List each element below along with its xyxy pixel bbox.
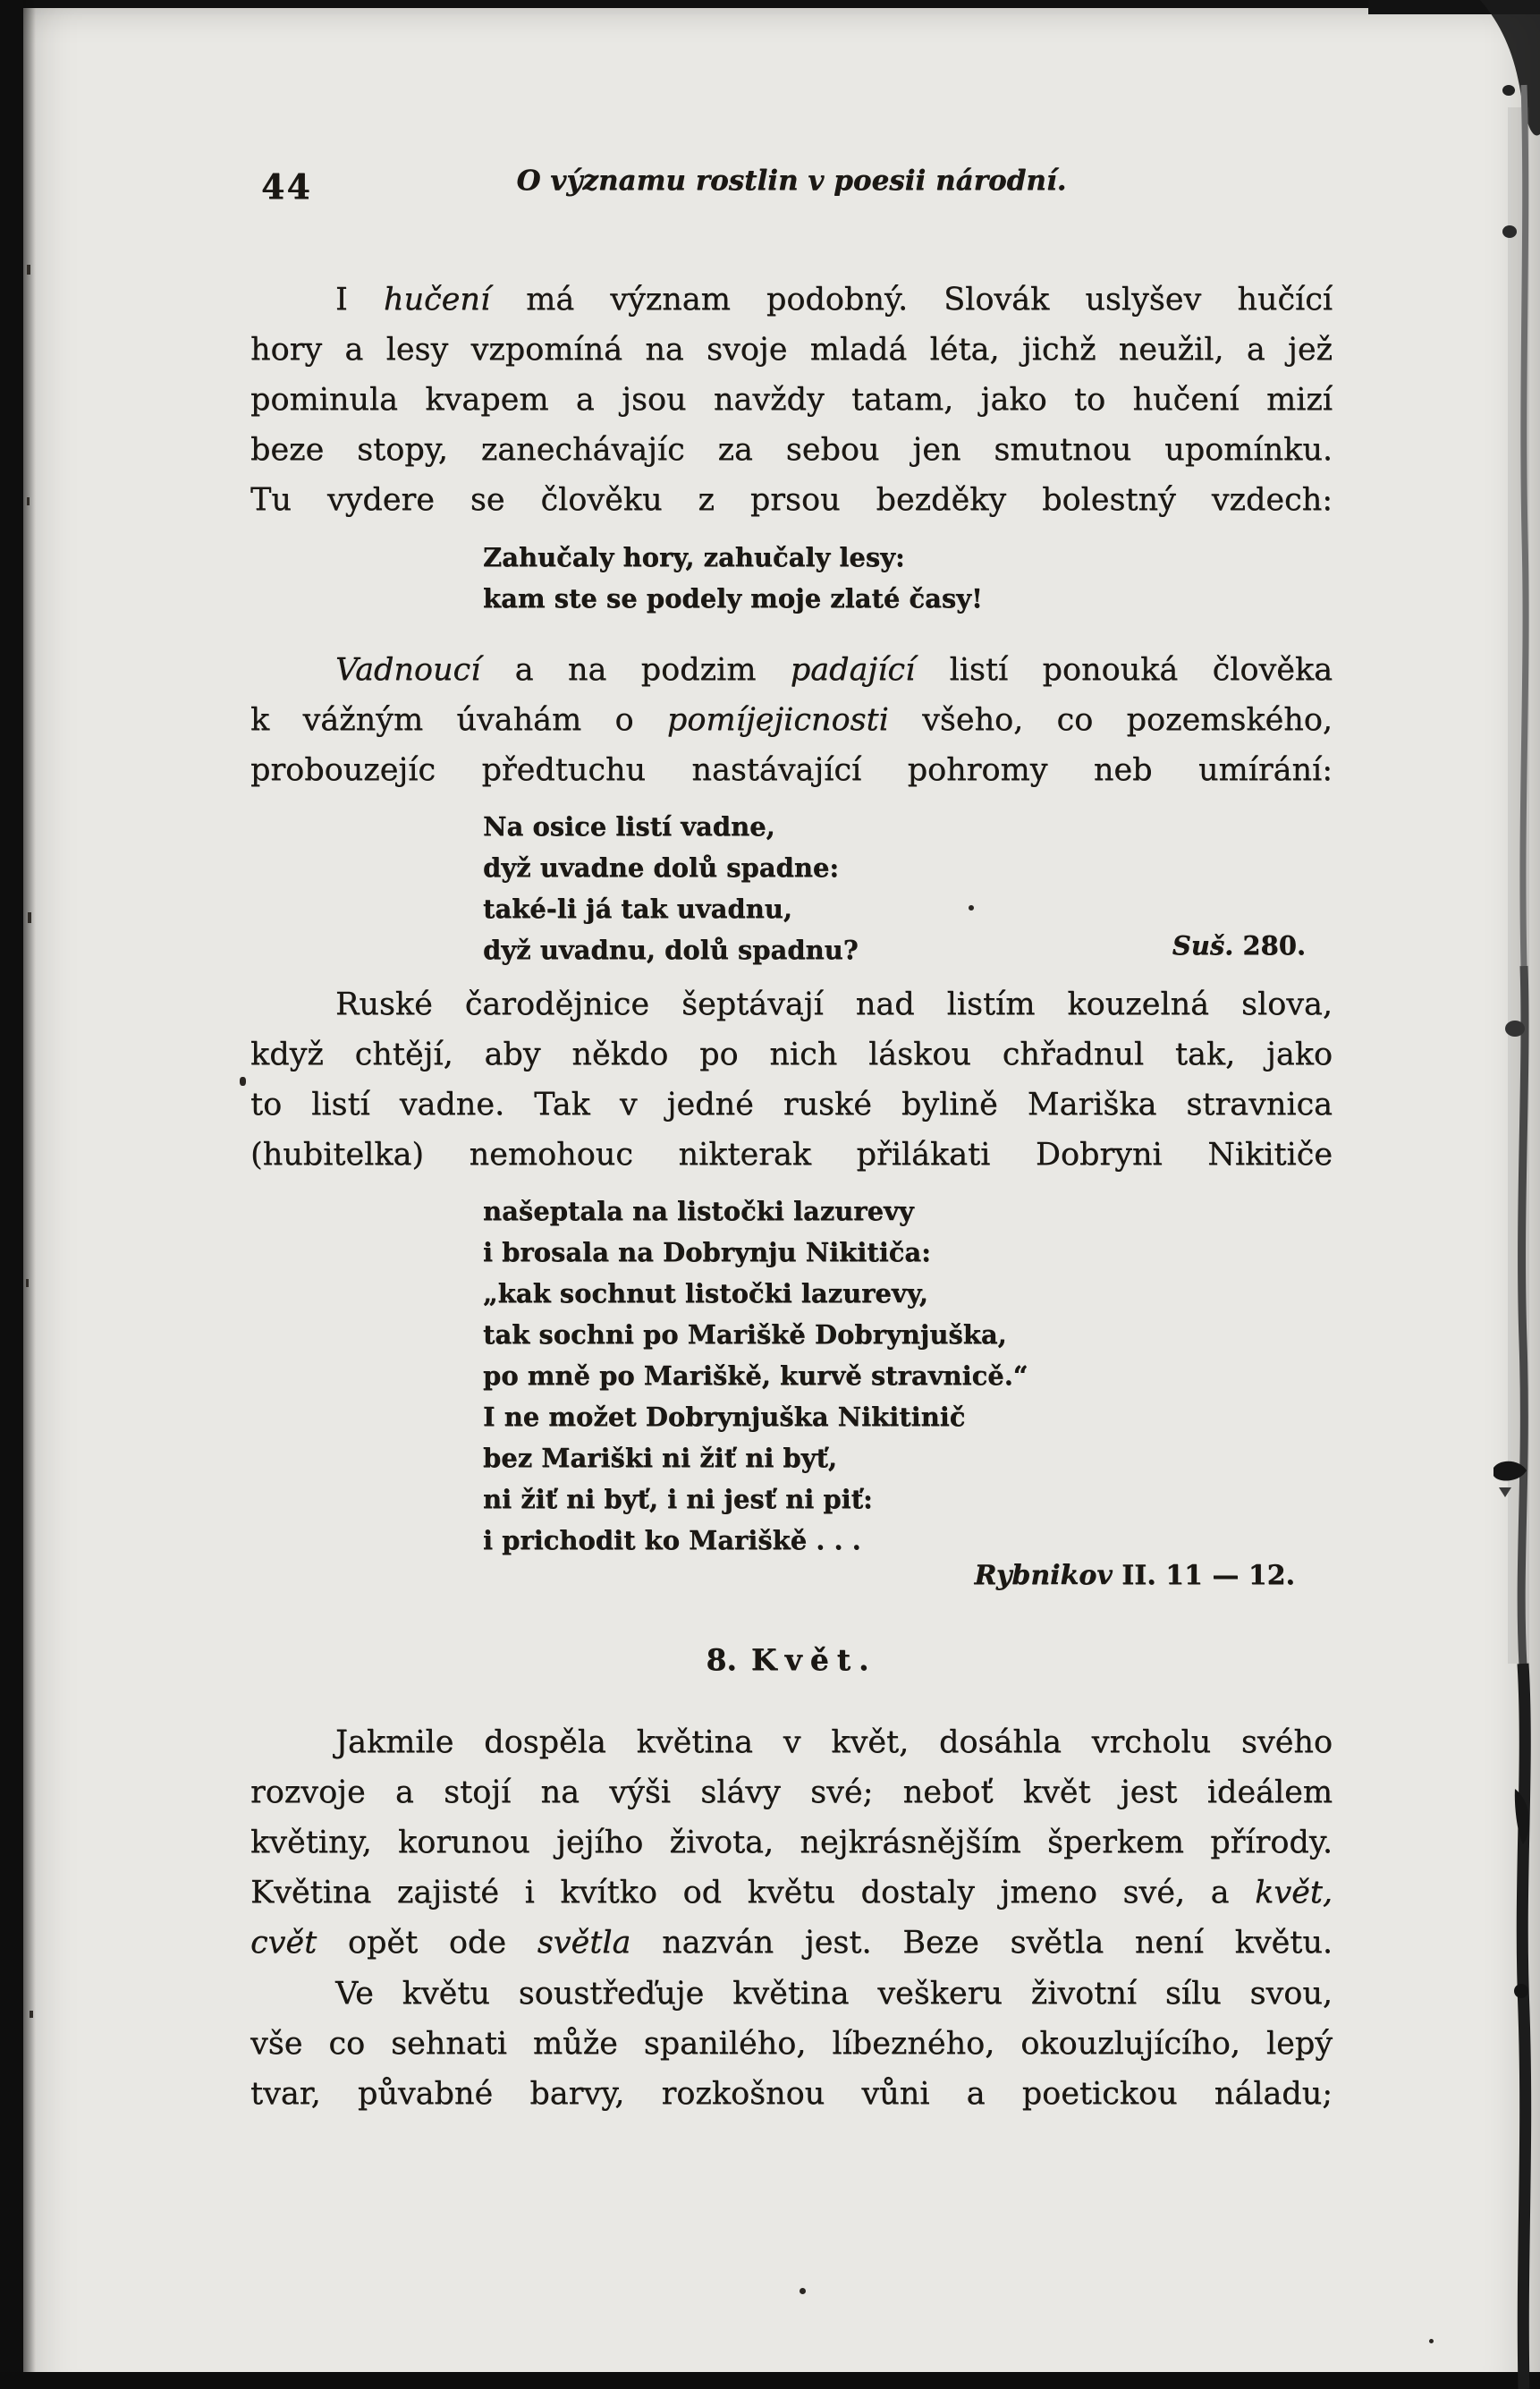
paragraph-jakmile [250, 1717, 1333, 1968]
scan-artifact-left-edge [0, 0, 23, 2389]
paragraph-ruske-carodejnice [250, 979, 1333, 1180]
text-line: Ruské čarodějnice šeptávají nad listím kouzelná slova, [335, 987, 1333, 1022]
text-line: I ne možet Dobrynjuška Nikitinič [483, 1402, 966, 1432]
text-line: Vadnoucí a na podzim padající listí ponouká člověka [335, 652, 1333, 688]
ink-speck [240, 1077, 246, 1086]
text-line: kam ste se podely moje zlaté časy! [483, 583, 983, 614]
text-line: Ve květu soustřeďuje květina veškeru životní sílu svou, [335, 1976, 1333, 2012]
text-line: také-li já tak uvadnu, [483, 894, 792, 924]
text-line: beze stopy, zanechávajíc za sebou jen smutnou upomínku. [250, 432, 1333, 468]
verse-quote-naseptala [483, 1190, 1028, 1561]
paragraph-vadnouci [250, 645, 1333, 795]
running-title: O významu rostlin v poesii národní. [516, 165, 1067, 197]
scan-artifact-top-right-edge [1368, 0, 1540, 14]
verse-quote-zahucaly [483, 537, 983, 619]
paragraph-hucenي [250, 275, 1333, 525]
text-line: ni žiť ni byť, i ni jesť ni piť: [483, 1484, 873, 1514]
citation-ref: II. 11 — 12. [1121, 1560, 1295, 1591]
section-heading-kvet [250, 1642, 1333, 1677]
text-line: to listí vadne. Tak v jedné ruské bylině Mariška stravnica [250, 1087, 1333, 1122]
text-line: Na osice listí vadne, [483, 811, 775, 842]
section-title: Květ. [750, 1642, 877, 1677]
text-line: rozvoje a stojí na výši slávy své; neboť květ jest ideálem [250, 1775, 1333, 1810]
scan-artifact-top-edge [0, 0, 1540, 8]
citation-ref: 280. [1242, 930, 1306, 961]
text-line: dyž uvadnu, dolů spadnu? [483, 935, 859, 965]
verse-citation-rybnikov [483, 1560, 1295, 1591]
paragraph-ve-kvetu [250, 1969, 1333, 2119]
text-line: po mně po Mariškě, kurvě stravnicě.“ [483, 1360, 1028, 1391]
text-line: cvět opět ode světla nazván jest. Beze světla není květu. [250, 1925, 1333, 1961]
text-line: vše co sehnati může spanilého, líbezného, okouzlujícího, lepý [250, 2026, 1333, 2062]
text-line: hory a lesy vzpomíná na svoje mladá léta, jichž neužil, a jež [250, 332, 1333, 368]
text-line: tak sochni po Mariškě Dobrynjuška, [483, 1319, 1007, 1350]
text-line: i prichodit ko Mariškě . . . [483, 1525, 861, 1555]
ink-speck [800, 2288, 806, 2294]
citation-source: Rybnikov [974, 1560, 1113, 1591]
text-line: (hubitelka) nemohouc nikterak přilákati Dobryni Nikitiče [250, 1137, 1333, 1173]
text-line: dyž uvadne dolů spadne: [483, 852, 840, 883]
scan-artifact-left-fade [23, 0, 36, 2389]
text-line: Zahučaly hory, zahučaly lesy: [483, 542, 905, 572]
citation-source: Suš. [1172, 930, 1234, 961]
text-line: bez Mariški ni žiť ni byť, [483, 1443, 838, 1473]
page-number: 44 [261, 166, 312, 207]
text-line: Tu vydere se člověku z prsou bezděky bolestný vzdech: [250, 482, 1333, 518]
text-line: tvar, půvabné barvy, rozkošnou vůni a poetickou náladu; [250, 2076, 1333, 2112]
text-line: „kak sochnut listočki lazurevy, [483, 1278, 928, 1309]
ink-speck [1429, 2339, 1434, 2343]
text-line: i brosala na Dobrynju Nikitiča: [483, 1237, 931, 1267]
text-line: našeptala na listočki lazurevy [483, 1196, 914, 1226]
text-line: květiny, korunou jejího života, nejkrásnějším šperkem přírody. [250, 1825, 1333, 1860]
text-line: Květina zajisté i kvítko od květu dostaly jmeno své, a květ, [250, 1875, 1333, 1910]
text-line: k vážným úvahám o pomíjejicnosti všeho, co pozemského, [250, 702, 1333, 738]
text-line: když chtějí, aby někdo po nich láskou chřadnul tak, jako [250, 1037, 1333, 1072]
text-line: pominula kvapem a jsou navždy tatam, jako to hučení mizí [250, 382, 1333, 418]
text-line: Jakmile dospěla květina v květ, dosáhla vrcholu svého [335, 1724, 1333, 1760]
text-line: probouzejíc předtuchu nastávající pohromy neb umírání: [250, 752, 1333, 788]
verse-quote-na-osice [483, 806, 1306, 970]
scan-artifact-bottom-edge [0, 2372, 1540, 2389]
section-number: 8. [706, 1642, 737, 1677]
text-line: I hučení má význam podobný. Slovák uslyšev hučící [335, 282, 1333, 318]
page-header [250, 165, 1333, 209]
verse-citation-sus [1172, 925, 1306, 966]
